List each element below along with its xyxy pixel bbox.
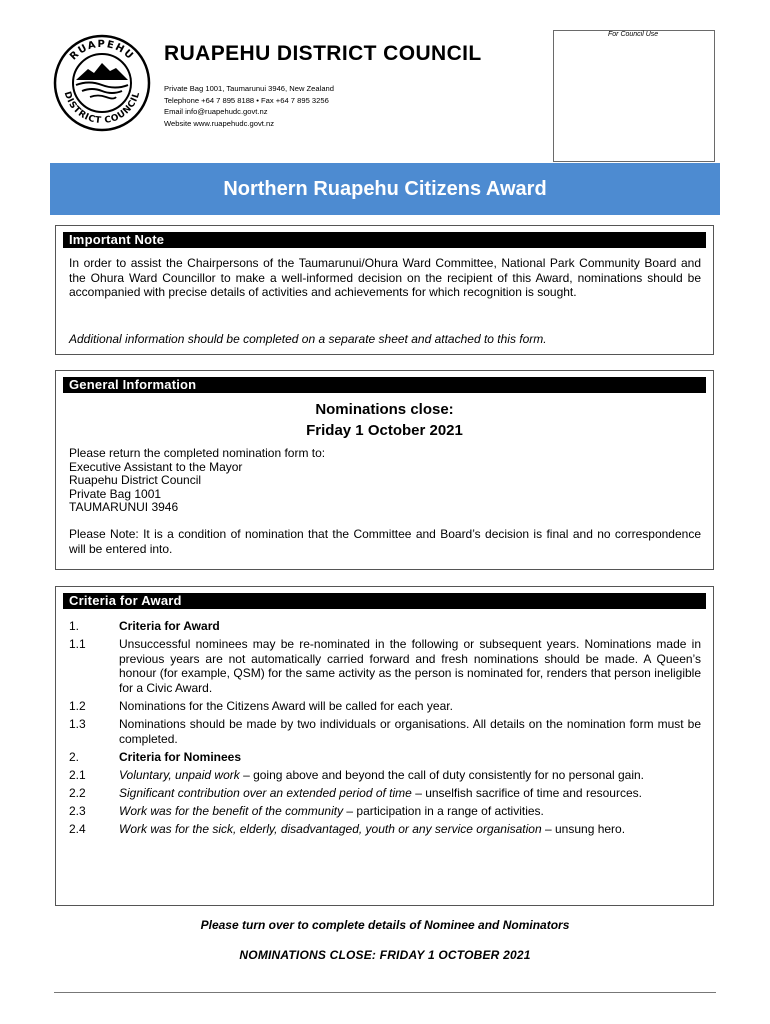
turn-over-note: Please turn over to complete details of Nominee and Nominators [200, 918, 570, 932]
criteria-rest: – unsung hero. [541, 822, 626, 837]
general-information-heading: General Information [63, 377, 706, 393]
nominations-close-date: Friday 1 October 2021 [306, 422, 463, 439]
criteria-text [119, 804, 701, 819]
criteria-item [69, 750, 701, 765]
criteria-rest: – participation in a range of activities. [343, 804, 544, 819]
criteria-emphasis: Voluntary, unpaid work [119, 767, 240, 782]
criteria-text: Unsuccessful nominees may be re-nominated in the following or subsequent years. Nominations made in previous years are not automatically carried forward and fresh nominations should be made. A Queen’s honour (for example, QSM) for the same activity as the person is nominated for, renders that person ineligible for a Civic Award. [119, 637, 701, 695]
return-line: Private Bag 1001 [69, 486, 162, 501]
criteria-number: 2. [69, 749, 80, 764]
council-use-label: For Council Use [608, 31, 659, 38]
footer-divider [54, 992, 716, 993]
criteria-emphasis: Significant contribution over an extended period of time [119, 785, 412, 800]
website: Website www.ruapehudc.govt.nz [164, 118, 275, 128]
criteria-text: Nominations for the Citizens Award will be called for each year. [119, 698, 453, 713]
criteria-item [69, 619, 701, 634]
return-line: TAUMARUNUI 3946 [69, 500, 179, 515]
criteria-item [69, 768, 701, 783]
general-information-section [55, 370, 714, 570]
logo-text-top: RUAPEHU [68, 38, 136, 63]
criteria-item [69, 804, 701, 819]
nominations-close-label: Nominations close: [315, 401, 454, 418]
address: Private Bag 1001, Taumarunui 3946, New Zealand [164, 84, 334, 93]
logo-text-bottom: DISTRICT COUNCIL [61, 90, 143, 127]
return-line: Ruapehu District Council [69, 473, 202, 488]
important-note-heading: Important Note [63, 232, 706, 248]
return-line: Please return the completed nomination form to: [69, 446, 326, 460]
criteria-text: Criteria for Award [119, 619, 220, 633]
criteria-item [69, 637, 701, 695]
email: Email info@ruapehudc.govt.nz [164, 107, 268, 116]
council-logo [52, 33, 152, 133]
criteria-emphasis: Work was for the benefit of the community [119, 804, 344, 819]
criteria-item [69, 786, 701, 801]
criteria-section [55, 586, 714, 906]
criteria-emphasis: Work was for the sick, elderly, disadvantaged, youth or any service organisation [119, 822, 542, 837]
criteria-number: 1. [69, 619, 80, 633]
important-note-additional: Additional information should be completed on a separate sheet and attached to this form. [69, 332, 547, 346]
criteria-heading: Criteria for Award [63, 593, 706, 609]
criteria-number: 2.1 [69, 767, 86, 782]
council-name: RUAPEHU DISTRICT COUNCIL [164, 42, 482, 65]
criteria-number: 1.3 [69, 717, 86, 732]
criteria-rest: – going above and beyond the call of duty consistently for no personal gain. [239, 767, 645, 782]
phone-fax: Telephone +64 7 895 8188 • Fax +64 7 895 3256 [164, 95, 329, 105]
criteria-item [69, 822, 701, 837]
criteria-item [69, 717, 701, 746]
nominations-close-footer: NOMINATIONS CLOSE: FRIDAY 1 OCTOBER 2021 [239, 948, 531, 962]
council-use-box [553, 30, 715, 162]
criteria-text [119, 786, 701, 801]
criteria-text [119, 768, 701, 783]
return-address [69, 447, 325, 515]
form-title: Northern Ruapehu Citizens Award [50, 163, 720, 215]
important-note-body: In order to assist the Chairpersons of the Taumarunui/Ohura Ward Committee, National Park Community Board and the Ohura Ward Councillor to make a well-informed decision on the recipient of this Award, nominations should be accompanied with precise details of activities and achievements for which recognition is sought. [69, 256, 701, 300]
return-line: Executive Assistant to the Mayor [69, 459, 243, 474]
criteria-text [119, 822, 701, 837]
important-note-section [55, 225, 714, 355]
criteria-number: 2.2 [69, 785, 86, 800]
please-note: Please Note: It is a condition of nomination that the Committee and Board’s decision is final and no correspondence will be entered into. [69, 527, 701, 556]
criteria-number: 2.3 [69, 804, 86, 819]
criteria-rest: – unselfish sacrifice of time and resources. [411, 785, 642, 800]
criteria-number: 2.4 [69, 822, 86, 837]
criteria-number: 1.2 [69, 698, 86, 713]
criteria-item [69, 699, 701, 714]
criteria-list [69, 619, 701, 840]
criteria-text: Criteria for Nominees [119, 749, 242, 764]
criteria-number: 1.1 [69, 637, 86, 652]
contact-details [164, 83, 334, 129]
criteria-text: Nominations should be made by two individuals or organisations. All details on the nomination form must be completed. [119, 717, 701, 746]
